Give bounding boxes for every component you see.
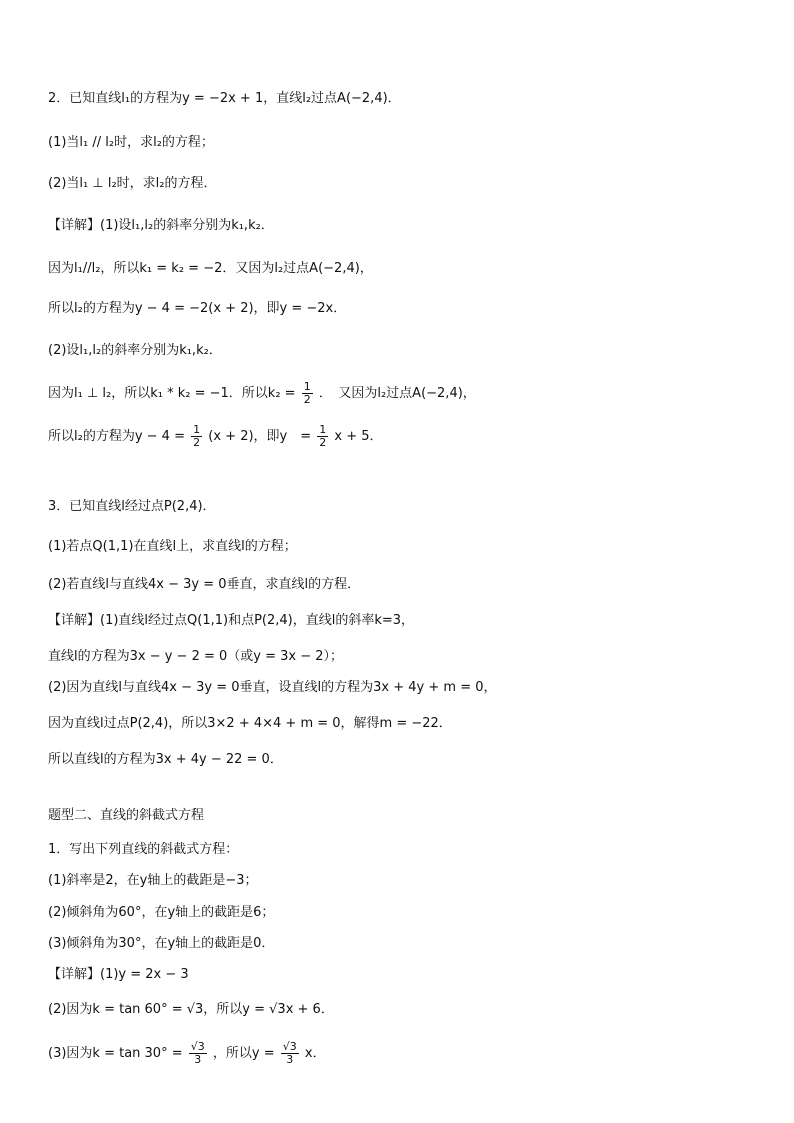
q2-ans5-tail: ． 又因为l₂过点A(−2,4)，: [318, 386, 476, 401]
denominator: 2: [193, 436, 201, 449]
q3-part2: (2)若直线l与直线4x − 3y = 0垂直，求直线l的方程．: [48, 577, 361, 592]
fraction: [189, 1041, 207, 1066]
section-heading: 题型二、直线的斜截式方程: [48, 808, 205, 823]
numerator: 1: [319, 423, 327, 436]
q2-answer-line2: 因为l₁//l₂，所以k₁ = k₂ = −2．又因为l₂过点A(−2,4)，: [48, 261, 373, 276]
q1-answer-line2: (2)因为k = tan 60° = √3，所以y = √3x + 6．: [48, 1002, 334, 1017]
q1-ans3-tail: x．: [304, 1046, 326, 1061]
q2-ans6-text: 所以l₂的方程为y − 4 =: [48, 429, 185, 444]
q3-answer-line2: 直线l的方程为3x − y − 2 = 0（或y = 3x − 2）；: [48, 649, 344, 664]
q2-ans5-text: 因为l₁ ⊥ l₂，所以k₁ * k₂ = −1．所以k₂ =: [48, 386, 296, 401]
q2-ans6-tail: x + 5．: [334, 429, 383, 444]
q2-title: 2．已知直线l₁的方程为y = −2x + 1，直线l₂过点A(−2,4)．: [48, 91, 401, 106]
denominator: 2: [303, 393, 311, 406]
numerator: 1: [193, 423, 201, 436]
q1-title: 1．写出下列直线的斜截式方程：: [48, 842, 239, 857]
q2-answer-line3: 所以l₂的方程为y − 4 = −2(x + 2)，即y = −2x．: [48, 301, 347, 316]
q2-answer-line5: [48, 381, 476, 406]
q2-answer-line1: 【详解】(1)设l₁,l₂的斜率分别为k₁,k₂．: [48, 218, 274, 233]
q3-answer-line4: 因为直线l过点P(2,4)，所以3×2 + 4×4 + m = 0，解得m = −22．: [48, 716, 452, 731]
q1-part1: (1)斜率是2，在y轴上的截距是−3；: [48, 873, 258, 888]
q1-answer-line1: 【详解】(1)y = 2x − 3: [48, 967, 189, 982]
q1-part2: (2)倾斜角为60°，在y轴上的截距是6；: [48, 905, 275, 920]
numerator: √3: [282, 1040, 297, 1053]
numerator: √3: [190, 1040, 205, 1053]
fraction: [281, 1041, 299, 1066]
denominator: 2: [319, 436, 327, 449]
q3-answer-line5: 所以直线l的方程为3x + 4y − 22 = 0．: [48, 752, 283, 767]
q3-answer-line3: (2)因为直线l与直线4x − 3y = 0垂直，设直线l的方程为3x + 4y + m = 0，: [48, 680, 497, 695]
q3-part1: (1)若点Q(1,1)在直线l上，求直线l的方程；: [48, 539, 297, 554]
q1-answer-line3: [48, 1041, 326, 1066]
fraction: [191, 424, 202, 449]
q2-part2: (2)当l₁ ⊥ l₂时，求l₂的方程．: [48, 176, 217, 191]
q1-ans3-mid: ，所以y =: [212, 1046, 275, 1061]
q1-ans3-text: (3)因为k = tan 30° =: [48, 1046, 183, 1061]
q3-answer-line1: 【详解】(1)直线l经过点Q(1,1)和点P(2,4)，直线l的斜率k=3，: [48, 613, 415, 628]
q2-part1: (1)当l₁ // l₂时，求l₂的方程；: [48, 135, 214, 150]
fraction: [302, 381, 313, 406]
q3-title: 3．已知直线l经过点P(2,4)．: [48, 499, 216, 514]
q2-ans6-mid: (x + 2)，即y =: [208, 429, 312, 444]
fraction: [317, 424, 328, 449]
q1-part3: (3)倾斜角为30°，在y轴上的截距是0．: [48, 936, 275, 951]
denominator: 3: [286, 1053, 294, 1066]
denominator: 3: [194, 1053, 202, 1066]
numerator: 1: [303, 380, 311, 393]
q2-answer-line6: [48, 424, 383, 449]
q2-answer-line4: (2)设l₁,l₂的斜率分别为k₁,k₂．: [48, 343, 222, 358]
